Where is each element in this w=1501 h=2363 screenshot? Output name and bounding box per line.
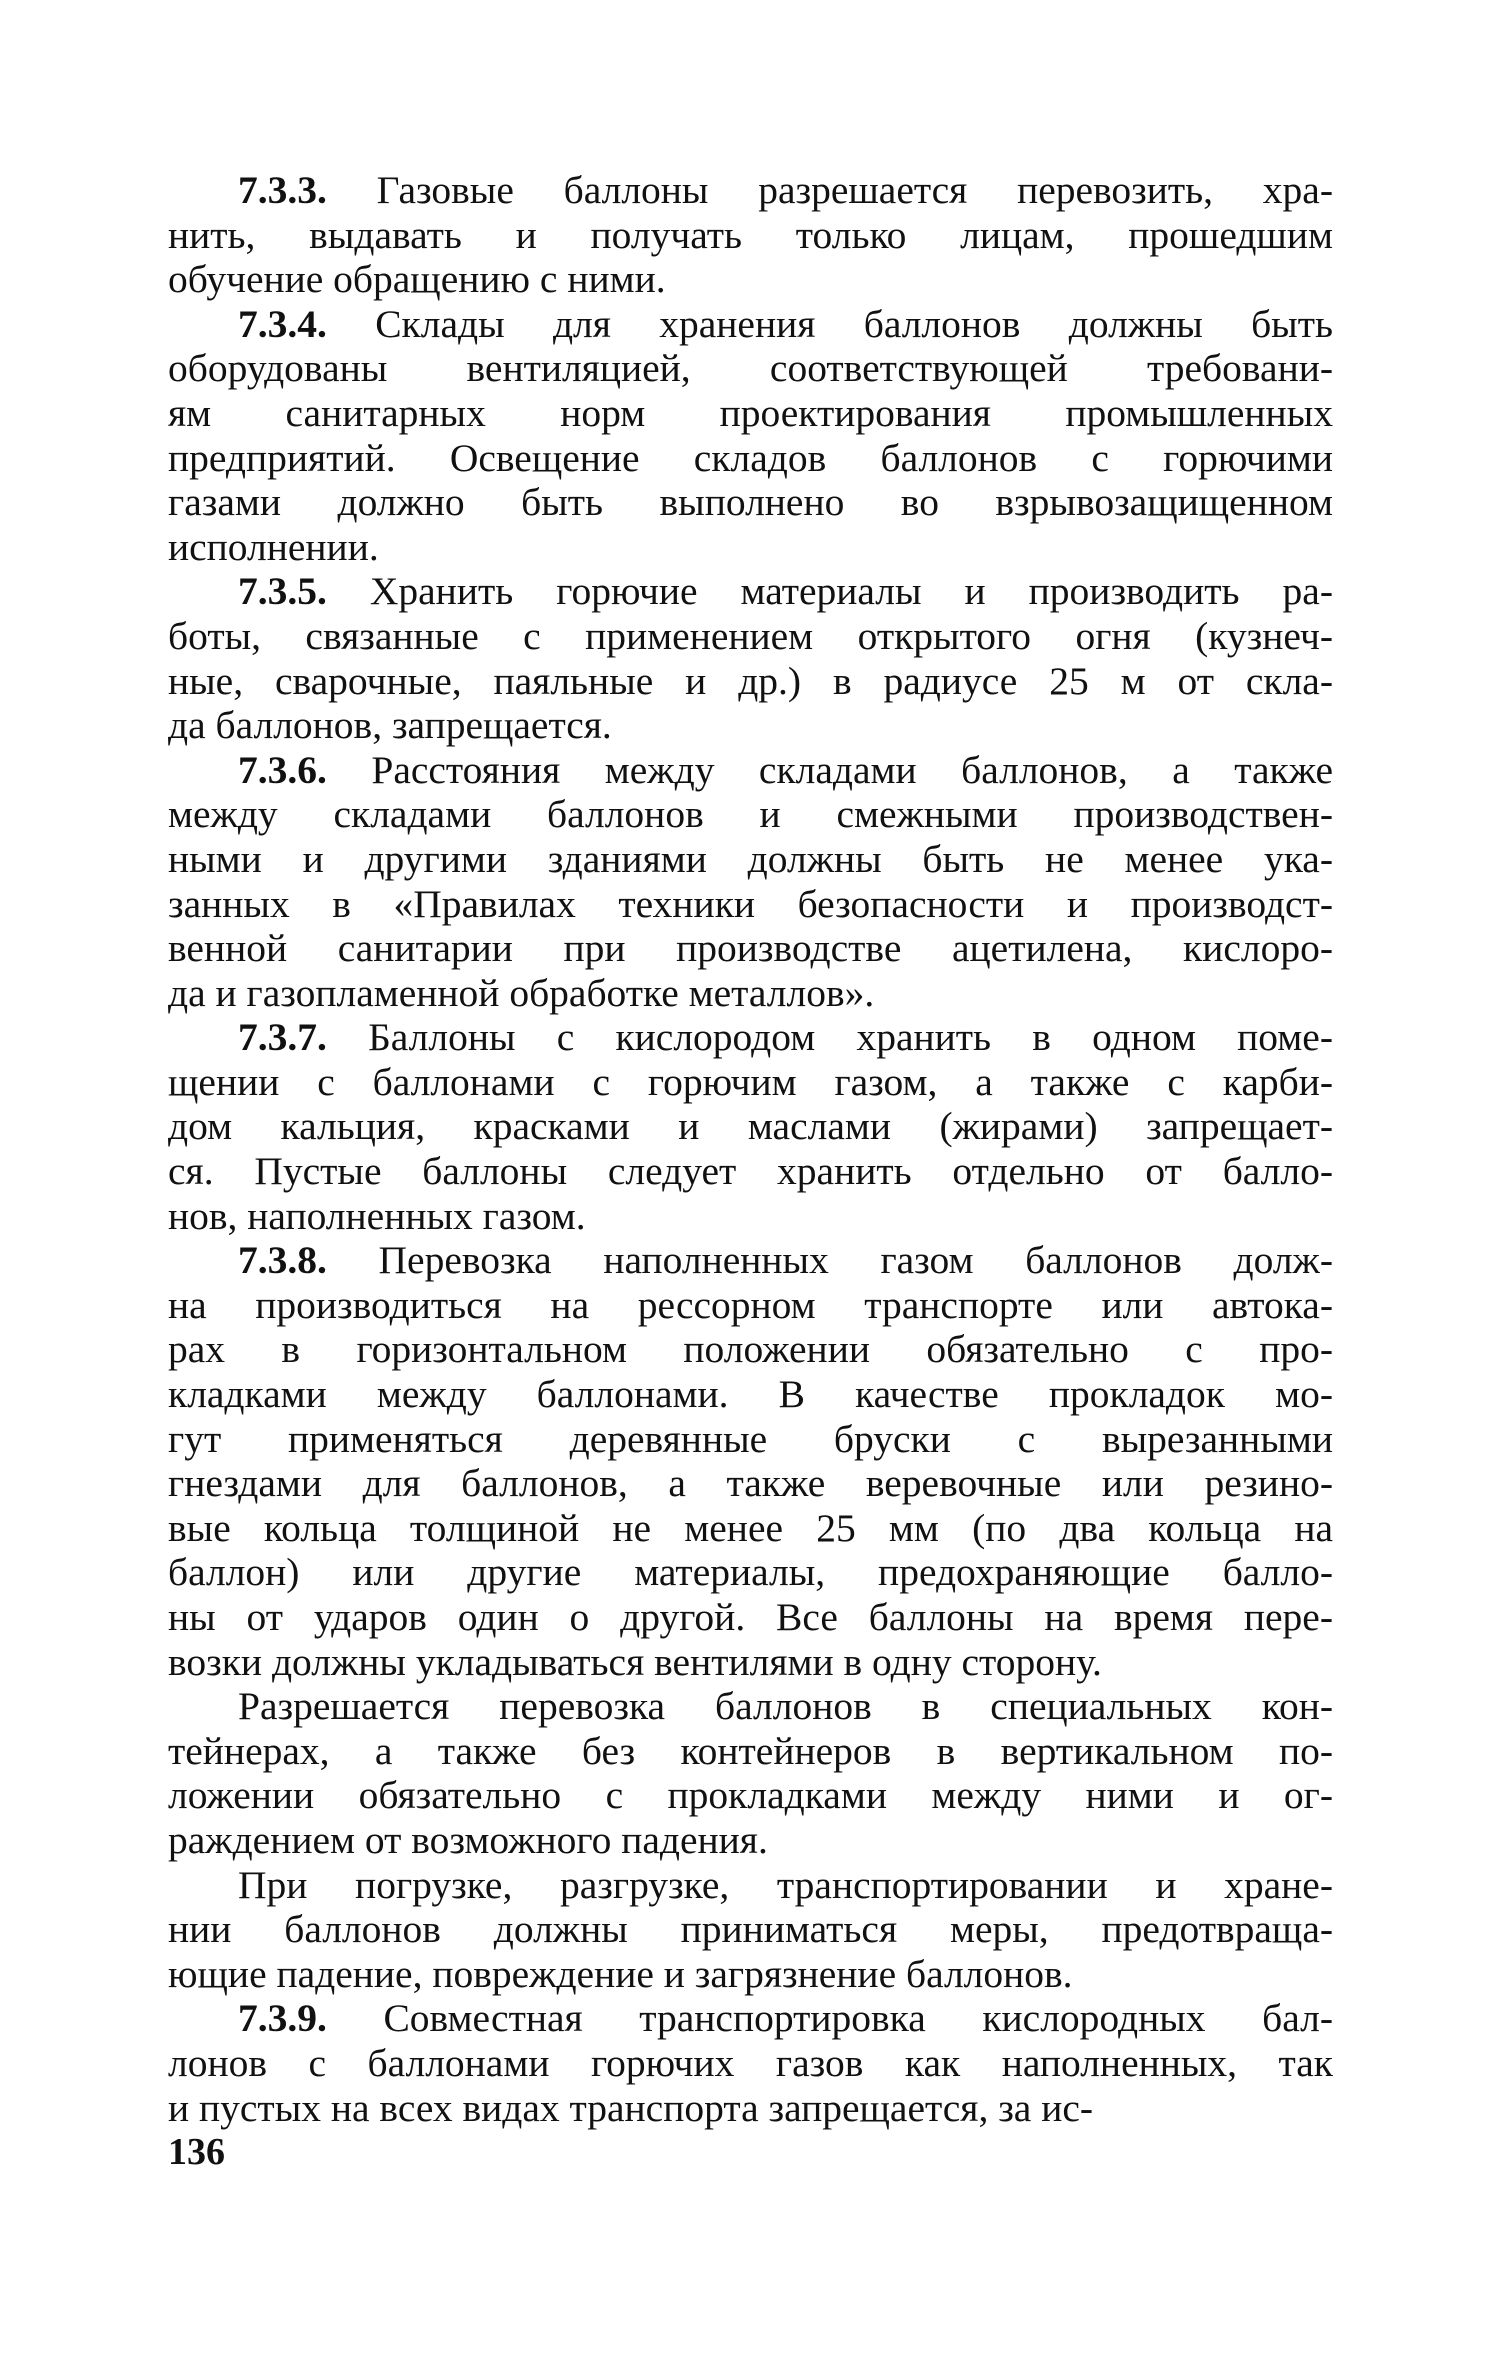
text-line — [168, 168, 1333, 213]
line-text: баллон) или другие материалы, предохраняющие балло- — [168, 1550, 1333, 1595]
line-text: ложении обязательно с прокладками между ними и ог- — [168, 1773, 1333, 1818]
text-line — [168, 346, 1333, 391]
text-line — [168, 792, 1333, 837]
text-line — [168, 1818, 1333, 1863]
line-text: между складами баллонов и смежными производствен- — [168, 792, 1333, 837]
line-text: оборудованы вентиляцией, соответствующей требовани- — [168, 346, 1333, 391]
line-text: рах в горизонтальном положении обязательно с про- — [168, 1327, 1333, 1372]
text-line — [168, 971, 1333, 1016]
line-text: Склады для хранения баллонов должны быть — [326, 301, 1333, 346]
text-line — [168, 837, 1333, 882]
line-text: При погрузке, разгрузке, транспортировании и хране- — [238, 1862, 1333, 1907]
text-line — [168, 1327, 1333, 1372]
paragraph-7.3.9 — [168, 1996, 1333, 2130]
body-text — [168, 168, 1333, 2130]
text-line — [168, 1060, 1333, 1105]
text-line — [168, 1595, 1333, 1640]
text-line — [168, 659, 1333, 704]
text-line — [168, 1417, 1333, 1462]
text-line — [168, 302, 1333, 347]
line-text: обучение обращению с ними. — [168, 257, 666, 302]
line-text: вые кольца толщиной не менее 25 мм (по два кольца на — [168, 1505, 1333, 1550]
text-line — [168, 1640, 1333, 1685]
page-number: 136 — [168, 2131, 225, 2173]
line-text: боты, связанные с применением открытого огня (кузнеч- — [168, 613, 1333, 658]
line-text: Перевозка наполненных газом баллонов долж- — [326, 1238, 1333, 1283]
text-line — [168, 1283, 1333, 1328]
text-line — [168, 1684, 1333, 1729]
paragraph-7.3.3 — [168, 168, 1333, 302]
line-text: ся. Пустые баллоны следует хранить отдельно от балло- — [168, 1149, 1333, 1194]
text-line — [168, 1194, 1333, 1239]
paragraph-7.3.5 — [168, 569, 1333, 747]
text-line — [168, 1773, 1333, 1818]
text-line — [168, 882, 1333, 927]
text-line — [168, 1952, 1333, 1997]
clause-number: 7.3.9. — [238, 1996, 327, 2041]
line-text: и пустых на всех видах транспорта запрещается, за ис- — [168, 2085, 1094, 2130]
clause-number: 7.3.8. — [238, 1238, 327, 1283]
clause-number: 7.3.4. — [238, 301, 327, 346]
line-text: Совместная транспортировка кислородных бал- — [326, 1996, 1333, 2041]
text-line — [168, 748, 1333, 793]
line-text: предприятий. Освещение складов баллонов с горючими — [168, 435, 1333, 480]
line-text: да и газопламенной обработке металлов». — [168, 970, 875, 1015]
paragraph-7.3.8 — [168, 1238, 1333, 1684]
line-text: щении с баллонами с горючим газом, а также с карби- — [168, 1059, 1333, 1104]
clause-number: 7.3.3. — [238, 168, 327, 212]
text-line — [168, 436, 1333, 481]
text-line — [168, 569, 1333, 614]
text-line — [168, 391, 1333, 436]
line-text: венной санитарии при производстве ацетилена, кислоро- — [168, 926, 1333, 971]
text-line — [168, 1238, 1333, 1283]
text-line — [168, 2086, 1333, 2131]
text-line — [168, 614, 1333, 659]
line-text: нии баллонов должны приниматься меры, предотвраща- — [168, 1907, 1333, 1952]
text-line — [168, 926, 1333, 971]
text-line — [168, 257, 1333, 302]
line-text: тейнерах, а также без контейнеров в вертикальном по- — [168, 1728, 1333, 1773]
text-line — [168, 213, 1333, 258]
text-line — [168, 525, 1333, 570]
line-text: Разрешается перевозка баллонов в специальных кон- — [238, 1684, 1333, 1729]
line-text: ям санитарных норм проектирования промышленных — [168, 390, 1333, 435]
paragraph-7.3.8-b — [168, 1684, 1333, 1862]
text-line — [168, 2041, 1333, 2086]
text-line — [168, 1461, 1333, 1506]
line-text: газами должно быть выполнено во взрывозащищенном — [168, 480, 1333, 525]
line-text: Расстояния между складами баллонов, а также — [326, 747, 1333, 792]
line-text: да баллонов, запрещается. — [168, 703, 612, 748]
text-line — [168, 1907, 1333, 1952]
line-text: гут применяться деревянные бруски с вырезанными — [168, 1416, 1333, 1461]
text-line — [168, 1550, 1333, 1595]
clause-number: 7.3.7. — [238, 1015, 327, 1060]
text-line — [168, 1104, 1333, 1149]
text-line — [168, 1372, 1333, 1417]
text-line — [168, 1149, 1333, 1194]
clause-number: 7.3.6. — [238, 747, 327, 792]
text-line — [168, 1506, 1333, 1551]
line-text: кладками между баллонами. В качестве прокладок мо- — [168, 1372, 1333, 1417]
paragraph-7.3.8-c — [168, 1863, 1333, 1997]
line-text: занных в «Правилах техники безопасности и производст- — [168, 881, 1333, 926]
line-text: ные, сварочные, паяльные и др.) в радиусе 25 м от скла- — [168, 658, 1333, 703]
line-text: исполнении. — [168, 524, 379, 569]
line-text: лонов с баллонами горючих газов как наполненных, так — [168, 2040, 1333, 2085]
text-line — [168, 480, 1333, 525]
line-text: Хранить горючие материалы и производить ра- — [326, 569, 1333, 614]
line-text: ны от ударов один о другой. Все баллоны на время пере- — [168, 1595, 1333, 1639]
line-text: гнездами для баллонов, а также веревочные или резино- — [168, 1461, 1333, 1506]
line-text: ными и другими зданиями должны быть не менее ука- — [168, 836, 1333, 881]
text-line — [168, 1729, 1333, 1774]
text-line — [168, 1863, 1333, 1908]
line-text: возки должны укладываться вентилями в одну сторону. — [168, 1639, 1102, 1684]
line-text: ющие падение, повреждение и загрязнение баллонов. — [168, 1951, 1073, 1996]
text-line — [168, 1996, 1333, 2041]
paragraph-7.3.4 — [168, 302, 1333, 570]
line-text: раждением от возможного падения. — [168, 1817, 768, 1862]
clause-number: 7.3.5. — [238, 569, 327, 614]
line-text: нить, выдавать и получать только лицам, прошедшим — [168, 212, 1333, 257]
line-text: Баллоны с кислородом хранить в одном поме- — [326, 1015, 1333, 1060]
paragraph-7.3.6 — [168, 748, 1333, 1016]
text-line — [168, 1015, 1333, 1060]
text-line — [168, 703, 1333, 748]
paragraph-7.3.7 — [168, 1015, 1333, 1238]
line-text: на производиться на рессорном транспорте или автока- — [168, 1282, 1333, 1327]
line-text: дом кальция, красками и маслами (жирами) запрещает- — [168, 1104, 1333, 1149]
line-text: Газовые баллоны разрешается перевозить, хра- — [326, 168, 1333, 212]
line-text: нов, наполненных газом. — [168, 1193, 586, 1238]
